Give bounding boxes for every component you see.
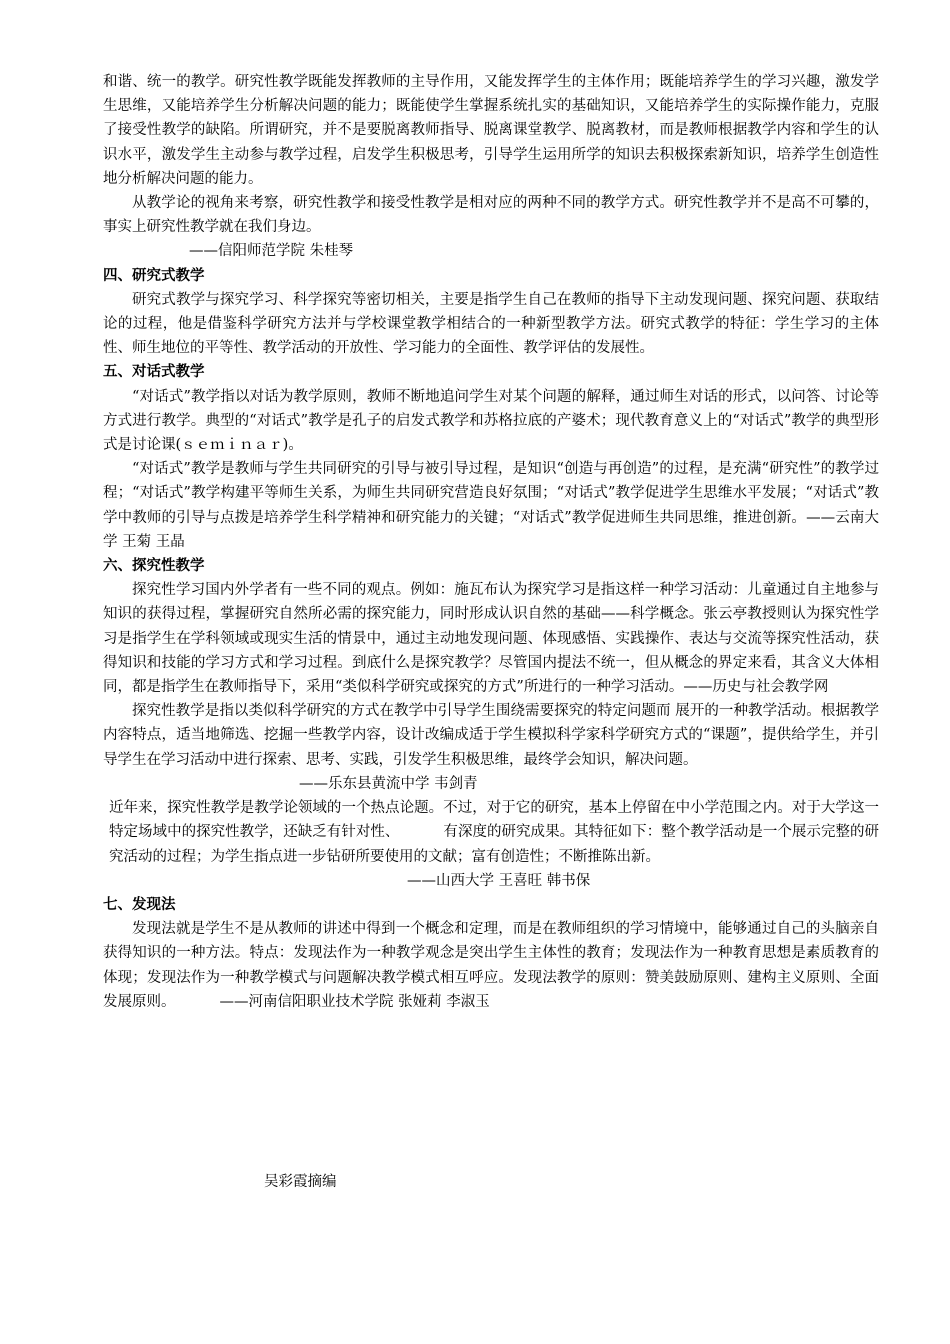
section-6-paragraph-3-part-b: 有深度的研究成果。其特征如下：整个教学活动是一个展示完整的研究活动的过程；为学生指点进一步钻研所要使用的文献；富有创造性；不断推陈出新。 xyxy=(109,824,880,865)
section-6-paragraph-2: 探究性教学是指以类似科学研究的方式在教学中引导学生围绕需要探究的特定问题而 展开的一种教学活动。根据教学内容特点，适当地筛选、挖掘一些教学内容，设计改编成适于学生模拟科学家科学研究方式的“课题”，提供给学生，并引导学生在学习活动中进行探索、思考、实践，引发学生积极思维，最终学会知识，解决问题。 xyxy=(103,703,879,768)
section-7-signature: ——河南信阳职业技术学院 张娅莉 李淑玉 xyxy=(219,993,490,1010)
section-6-signature-1: ——乐东县黄流中学 韦剑青 xyxy=(299,775,478,792)
section-5-paragraph-1: “对话式”教学指以对话为教学原则，教师不断地追问学生对某个问题的解释，通过师生对话的形式，以问答、讨论等方式进行教学。典型的“对话式”教学是孔子的启发式教学和苏格拉底的产婆术；现代教育意义上的“对话式”教学的典型形式是讨论课(ｓｅｍｉｎａｒ)。 xyxy=(103,388,879,454)
section-5-heading: 五、对话式教学 xyxy=(103,364,205,381)
compiler-credit: 吴彩霞摘编 xyxy=(264,1174,337,1190)
section-6-signature-2: ——山西大学 王喜旺 韩书保 xyxy=(407,872,591,889)
intro-paragraph-2: 从教学论的视角来考察，研究性教学和接受性教学是相对应的两种不同的教学方式。研究性教学并不是高不可攀的，事实上研究性教学就在我们身边。 xyxy=(103,195,879,236)
section-6-paragraph-3 xyxy=(103,796,879,869)
section-7-paragraph-1 xyxy=(103,917,879,1014)
intro-paragraph-1: 和谐、统一的教学。研究性教学既能发挥教师的主导作用，又能发挥学生的主体作用；既能培养学生的学习兴趣，激发学生思维，又能培养学生分析解决问题的能力；既能使学生掌握系统扎实的基础知识，又能培养学生的实际操作能力，克服了接受性教学的缺陷。所谓研究，并不是要脱离教师指导、脱离课堂教学、脱离教材，而是教师根据教学内容和学生的认识水平，激发学生主动参与教学过程，启发学生积极思考，引导学生运用所学的知识去积极探索新知识，培养学生创造性地分析解决问题的能力。 xyxy=(103,74,879,187)
section-6-paragraph-1: 探究性学习国内外学者有一些不同的观点。例如：施瓦布认为探究学习是指这样一种学习活动：儿童通过自主地参与知识的获得过程，掌握研究自然所必需的探究能力，同时形成认识自然的基础——科学概念。张云亭教授则认为探究性学习是指学生在学科领域或现实生活的情景中，通过主动地发现问题、体现感悟、实践操作、表达与交流等探究性活动，获得知识和技能的学习方式和学习过程。到底什么是探究教学？尽管国内提法不统一，但从概念的界定来看，其含义大体相同，都是指学生在教师指导下，采用“类似科学研究或探究的方式”所进行的一种学习活动。——历史与社会教学网 xyxy=(103,582,879,696)
section-6-paragraph-3-part-a: 近年来，探究性教学是教学论领域的一个热点论题。不过，对于它的研究，基本上停留在中小学范围之内。对于大学这一特定场域中的探究性教学，还缺乏有针对性、 xyxy=(109,800,879,841)
section-4-heading: 四、研究式教学 xyxy=(103,267,205,284)
section-4-paragraph-1: 研究式教学与探究学习、科学探究等密切相关，主要是指学生自己在教师的指导下主动发现问题、探究问题、获取结论的过程，他是借鉴科学研究方法并与学校课堂教学相结合的一种新型教学方法。研究式教学的特征：学生学习的主体性、师生地位的平等性、教学活动的开放性、学习能力的全面性、教学评估的发展性。 xyxy=(103,291,879,357)
section-7-text: 发现法就是学生不是从教师的讲述中得到一个概念和定理，而是在教师组织的学习情境中，能够通过自己的头脑亲自获得知识的一种方法。特点：发现法作为一种教学观念是突出学生主体性的教育；发现法作为一种教育思想是素质教育的体现；发现法作为一种教学模式与问题解决教学模式相互呼应。发现法教学的原则：赞美鼓励原则、建构主义原则、全面发展原则。 xyxy=(103,921,879,1010)
section-5-paragraph-2: “对话式”教学是教师与学生共同研究的引导与被引导过程，是知识“创造与再创造”的过程，是充满“研究性”的教学过程；“对话式”教学构建平等师生关系，为师生共同研究营造良好氛围；“对话式”教学促进学生思维水平发展；“对话式”教学中教师的引导与点拨是培养学生科学精神和研究能力的关键；“对话式”教学促进师生共同思维，推进创新。——云南大学 王菊 王晶 xyxy=(103,461,879,550)
document-body xyxy=(103,70,879,1014)
section-6-heading: 六、探究性教学 xyxy=(103,558,205,575)
intro-signature: ——信阳师范学院 朱桂琴 xyxy=(189,243,354,260)
section-7-heading: 七、发现法 xyxy=(103,896,176,913)
